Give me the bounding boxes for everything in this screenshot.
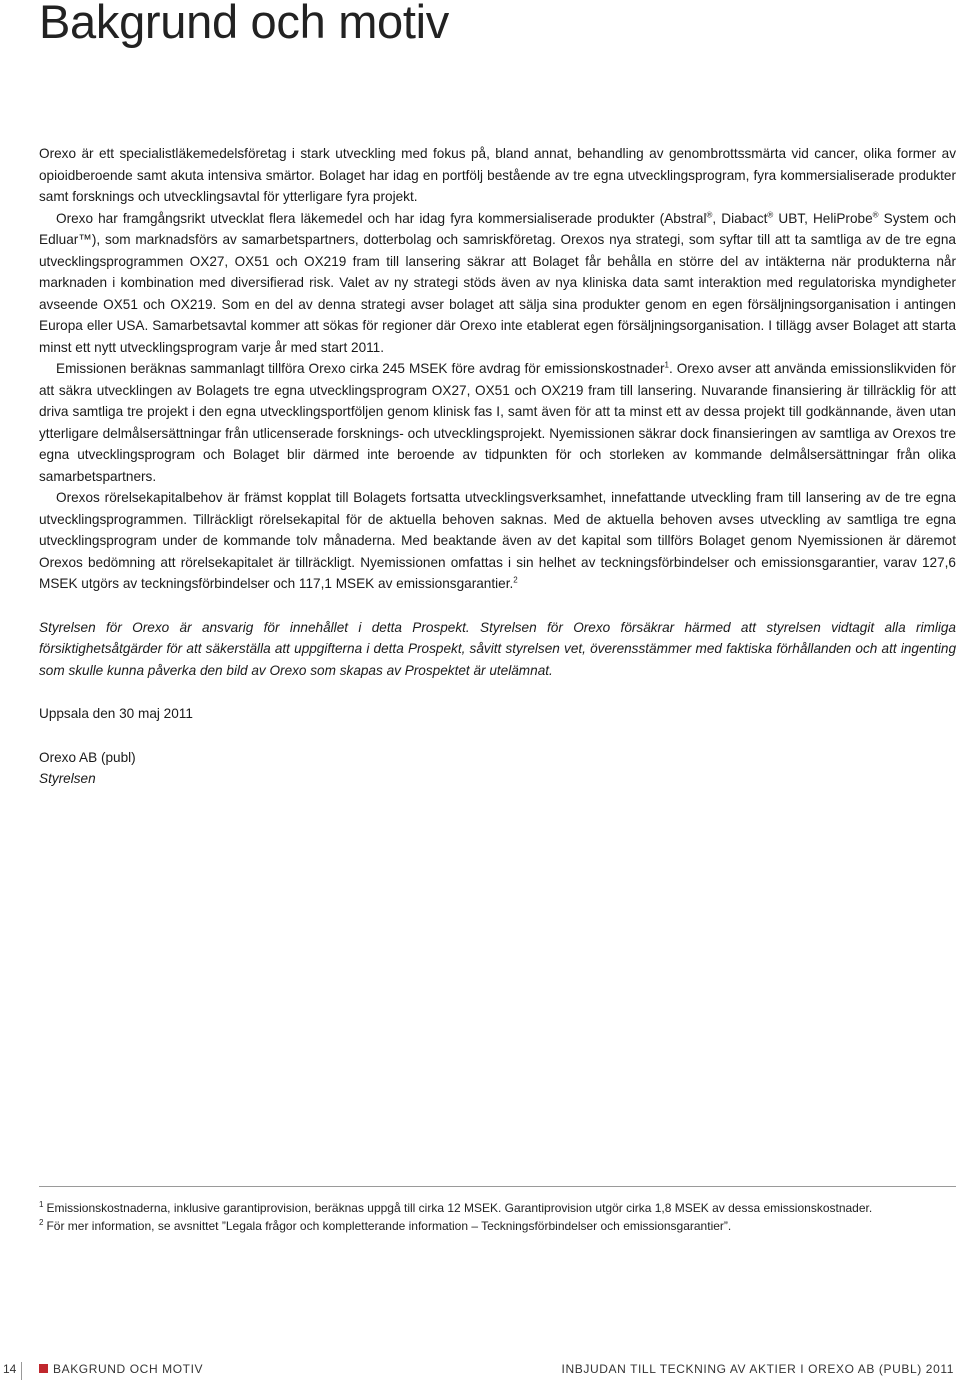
footnote-number: 2 [39, 1218, 44, 1227]
footnote-divider [39, 1186, 956, 1187]
responsibility-statement: Styrelsen för Orexo är ansvarig för innehållet i detta Prospekt. Styrelsen för Orexo försäkrar härmed att styrelsen vidtagit alla rimliga försiktighetsåtgärder för att säkerställa att uppgifterna i detta Prospekt, såvitt styrelsen vet, överensstämmer med faktiska förhållanden och att ingenting som skulle kunna påverka den bild av Orexo som skapas av Prospektet är utelämnat. [39, 619, 956, 678]
signature-company: Orexo AB (publ) [39, 749, 136, 765]
place-date: Uppsala den 30 maj 2011 [39, 706, 193, 721]
body-text [39, 143, 956, 790]
footnote-1 [39, 1199, 956, 1217]
paragraph-working-capital-text: Orexos rörelsekapitalbehov är främst kopplat till Bolagets fortsatta utvecklingsverksamhet, innefattande utveckling fram till lansering av de tre egna utvecklingsprogrammen. Tillräckligt rörelsekapital för de aktuella behoven saknas. Med de aktuella behoven avses utveckling av samtliga tre egna utvecklingsprogram under de kommande tolv månaderna. Med beaktande även av det kapital som tillförs Bolaget genom Nyemissionen är däremot Orexos bedömning att rörelsekapitalet är tillräckligt. Nyemissionen omfattas i sin helhet av teckningsförbindelser och emissionsgarantier, varav 127,6 MSEK utgörs av teckningsförbindelser och 117,1 MSEK av emissionsgarantier. [39, 490, 956, 591]
page-footer [0, 1362, 960, 1380]
signature-board: Styrelsen [39, 771, 96, 786]
paragraph-working-capital [39, 487, 956, 595]
registered-mark: ® [706, 209, 713, 219]
footer-document-name: INBJUDAN TILL TECKNING AV AKTIER I OREXO AB (PUBL) 2011 [561, 1362, 954, 1376]
registered-mark: ® [767, 209, 774, 219]
paragraph-products [39, 208, 956, 359]
section-marker-square-icon [39, 1364, 48, 1373]
footer-section-name: BAKGRUND OCH MOTIV [53, 1362, 204, 1376]
paragraph-products-part-d: System och Edluar™), som marknadsförs av samarbetspartners, dotterbolag och samriskföretag. Orexos nya strategi, som syftar till att ta samtliga av de tre egna utvecklingsprogrammen OX27, OX51 och OX219 fram till lansering säkrar att Bolaget får behålla en större del av intäkterna när produkterna når marknaden i kombination med diversifierad risk. Valet av ny strategi stöds även av nya kliniska data samt interaktion med regulatoriska myndigheter avseende OX51 och OX219. Som en del av denna strategi avser bolaget att sälja sina produkter genom en egen försäljningsorganisation i antingen Europa eller USA. Samarbetsavtal kommer att sökas för regioner där Orexo inte etablerat egen försäljningsorganisation. I tillägg avser Bolaget att starta minst ett nytt utvecklingsprogram varje år med start 2011. [39, 210, 956, 355]
paragraph-emission-part-b: . Orexo avser att använda emissionslikviden för att säkra utvecklingen av Bolagets tre egna utvecklingsprogram OX27, OX51 och OX219 fram till lansering. Nuvarande finansiering är tillräcklig för att driva samtliga tre projekt i den egna utvecklingsportföljen genom klinisk fas I, samt även för att ta minst ett av dessa projekt till godkännande, även utan ytterligare delmålsersättningar från utlicenserade forsknings- och utvecklingsprojekt. Nyemissionen säkrar dock finansieringen av samtliga av Orexos tre egna utvecklingsprogram och Bolaget blir därmed inte beroende av tidpunkten för och storleken av kommande delmålsersättningar från olika samarbetspartners. [39, 361, 956, 484]
paragraph-intro: Orexo är ett specialistläkemedelsföretag i stark utveckling med fokus på, bland annat, behandling av genombrottssmärta vid cancer, olika former av opioidberoende samt akuta intensiva smärtor. Bolaget har idag en portfölj bestående av tre egna utvecklingsprogram, fyra kommersialiserade produkter samt forsknings och utvecklingsavtal för ytterligare fyra projekt. [39, 146, 956, 204]
footnote-text: För mer information, se avsnittet ”Legala frågor och kompletterande information – Teckningsförbindelser och emissionsgarantier”. [46, 1219, 732, 1233]
registered-mark: ® [872, 209, 879, 219]
footer-divider [21, 1362, 22, 1380]
paragraph-emission [39, 358, 956, 487]
page-number: 14 [3, 1362, 17, 1376]
footnote-ref-2[interactable]: 2 [513, 575, 518, 585]
footnote-text: Emissionskostnaderna, inklusive garantiprovision, beräknas uppgå till cirka 12 MSEK. Garantiprovision utgör cirka 1,8 MSEK av dessa emissionskostnader. [46, 1201, 873, 1215]
paragraph-emission-part-a: Emissionen beräknas sammanlagt tillföra Orexo cirka 245 MSEK före avdrag för emissionskostnader [56, 361, 665, 376]
footnotes [39, 1199, 956, 1235]
paragraph-products-part-a: Orexo har framgångsrikt utvecklat flera läkemedel och har idag fyra kommersialiserade produkter (Abstral [56, 210, 707, 226]
paragraph-products-part-b: , Diabact [712, 210, 768, 226]
page-title: Bakgrund och motiv [39, 0, 449, 48]
footnote-ref-1[interactable]: 1 [664, 360, 669, 370]
footnote-number: 1 [39, 1200, 44, 1209]
paragraph-products-part-c: UBT, HeliProbe [773, 210, 873, 226]
footnote-2 [39, 1217, 956, 1235]
